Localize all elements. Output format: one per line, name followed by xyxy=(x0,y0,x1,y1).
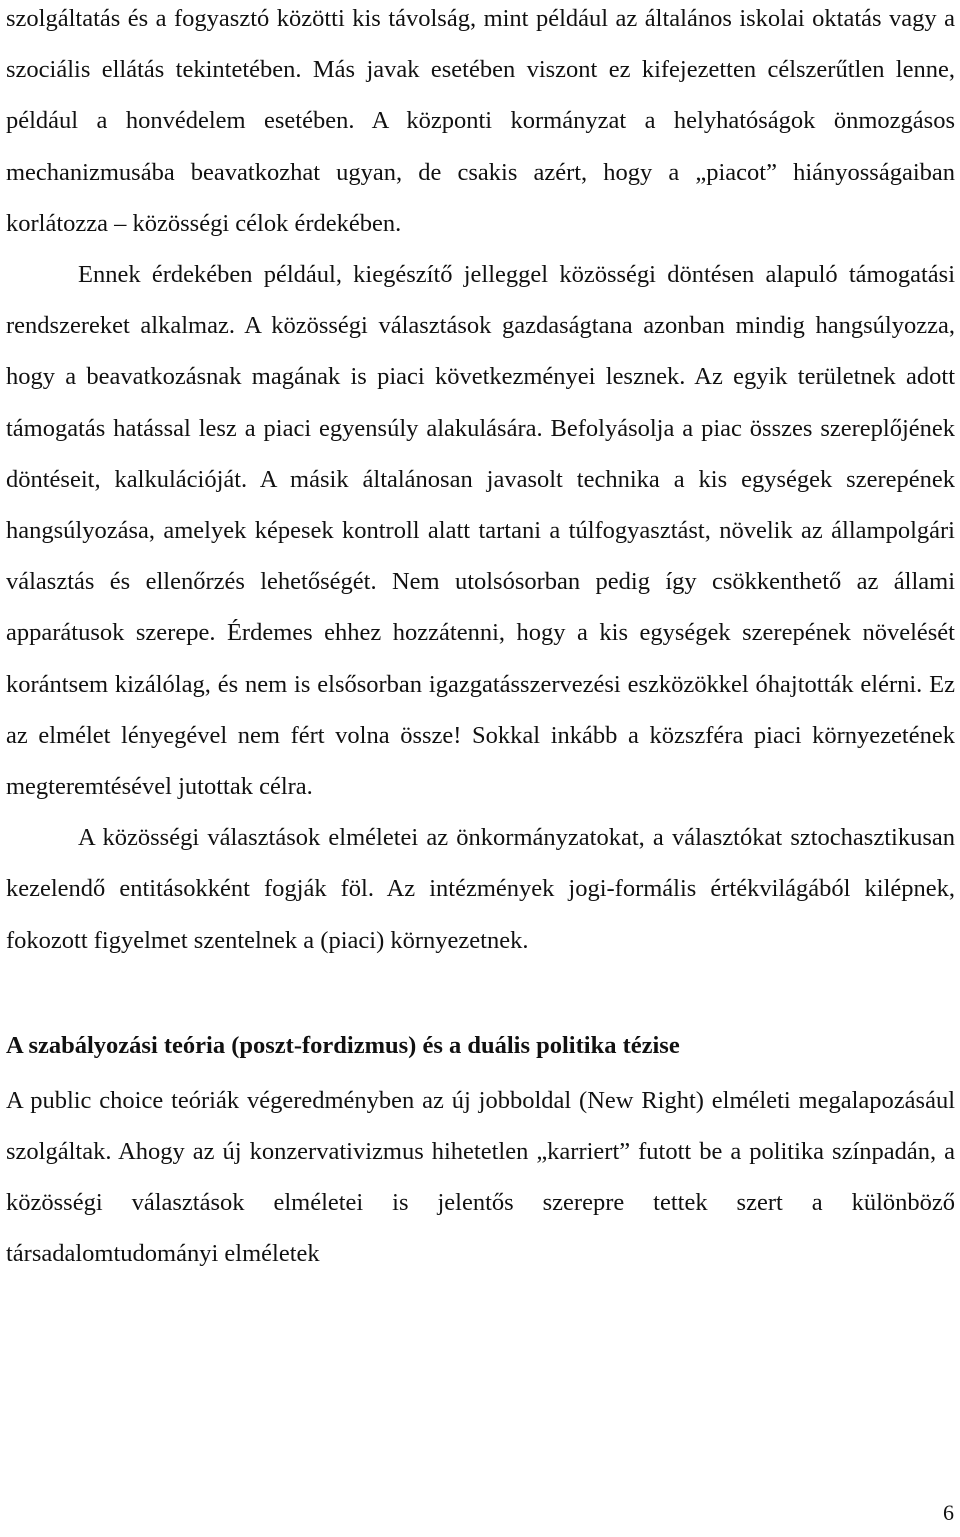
page-number: 6 xyxy=(943,1500,954,1525)
body-paragraph: A közösségi választások elméletei az önkormányzatokat, a választókat sztochasztikusan kezelendő entitásokként fogják föl. Az intézmények jogi-formális értékvilágából kilépnek, fokozott figyelmet szentelnek a (piaci) környezetnek. xyxy=(6,824,955,954)
section-heading: A szabályozási teória (poszt-fordizmus) és a duális politika tézise xyxy=(6,1031,680,1059)
body-paragraph: A public choice teóriák végeredményben az új jobboldal (New Right) elméleti megalapozásául szolgáltak. Ahogy az új konzervativizmus hihetetlen „karriert” futott be a politika színpadán, a közösségi választások elméletei is jelentős szerepre tettek szert a különböző társadalomtudományi elméletek xyxy=(6,1086,955,1268)
body-paragraph: Ennek érdekében például, kiegészítő jelleggel közösségi döntésen alapuló támogatási rendszereket alkalmaz. A közösségi választások gazdaságtana azonban mindig hangsúlyozza, hogy a beavatkozásnak magának is piaci következményei lesznek. Az egyik területnek adott támogatás hatással lesz a piaci egyensúly alakulására. Befolyásolja a piac összes szereplőjének döntéseit, kalkulációját. A másik általánosan javasolt technika a kis egységek szerepének hangsúlyozása, amelyek képesek kontroll alatt tartani a túlfogyasztást, növelik az állampolgári választás és ellenőrzés lehetőségét. Nem utolsósorban pedig így csökkenthető az állami apparátusok szerepe. Érdemes ehhez hozzátenni, hogy a kis egységek szerepének növelését korántsem kizálólag, és nem is elsősorban igazgatásszervezési eszközökkel óhajtották elérni. Ez az elmélet lényegével nem fért volna össze! Sokkal inkább a közszféra piaci környezetének megteremtésével jutottak célra. xyxy=(6,261,955,801)
document-page xyxy=(6,0,955,1280)
body-paragraph: szolgáltatás és a fogyasztó közötti kis távolság, mint például az általános iskolai oktatás vagy a szociális ellátás tekintetében. Más javak esetében viszont ez kifejezetten célszerűtlen lenne, például a honvédelem esetében. A központi kormányzat a helyhatóságok önmozgásos mechanizmusába beavatkozhat ugyan, de csakis azért, hogy a „piacot” hiányosságaiban korlátozza – közösségi célok érdekében. xyxy=(6,5,955,237)
